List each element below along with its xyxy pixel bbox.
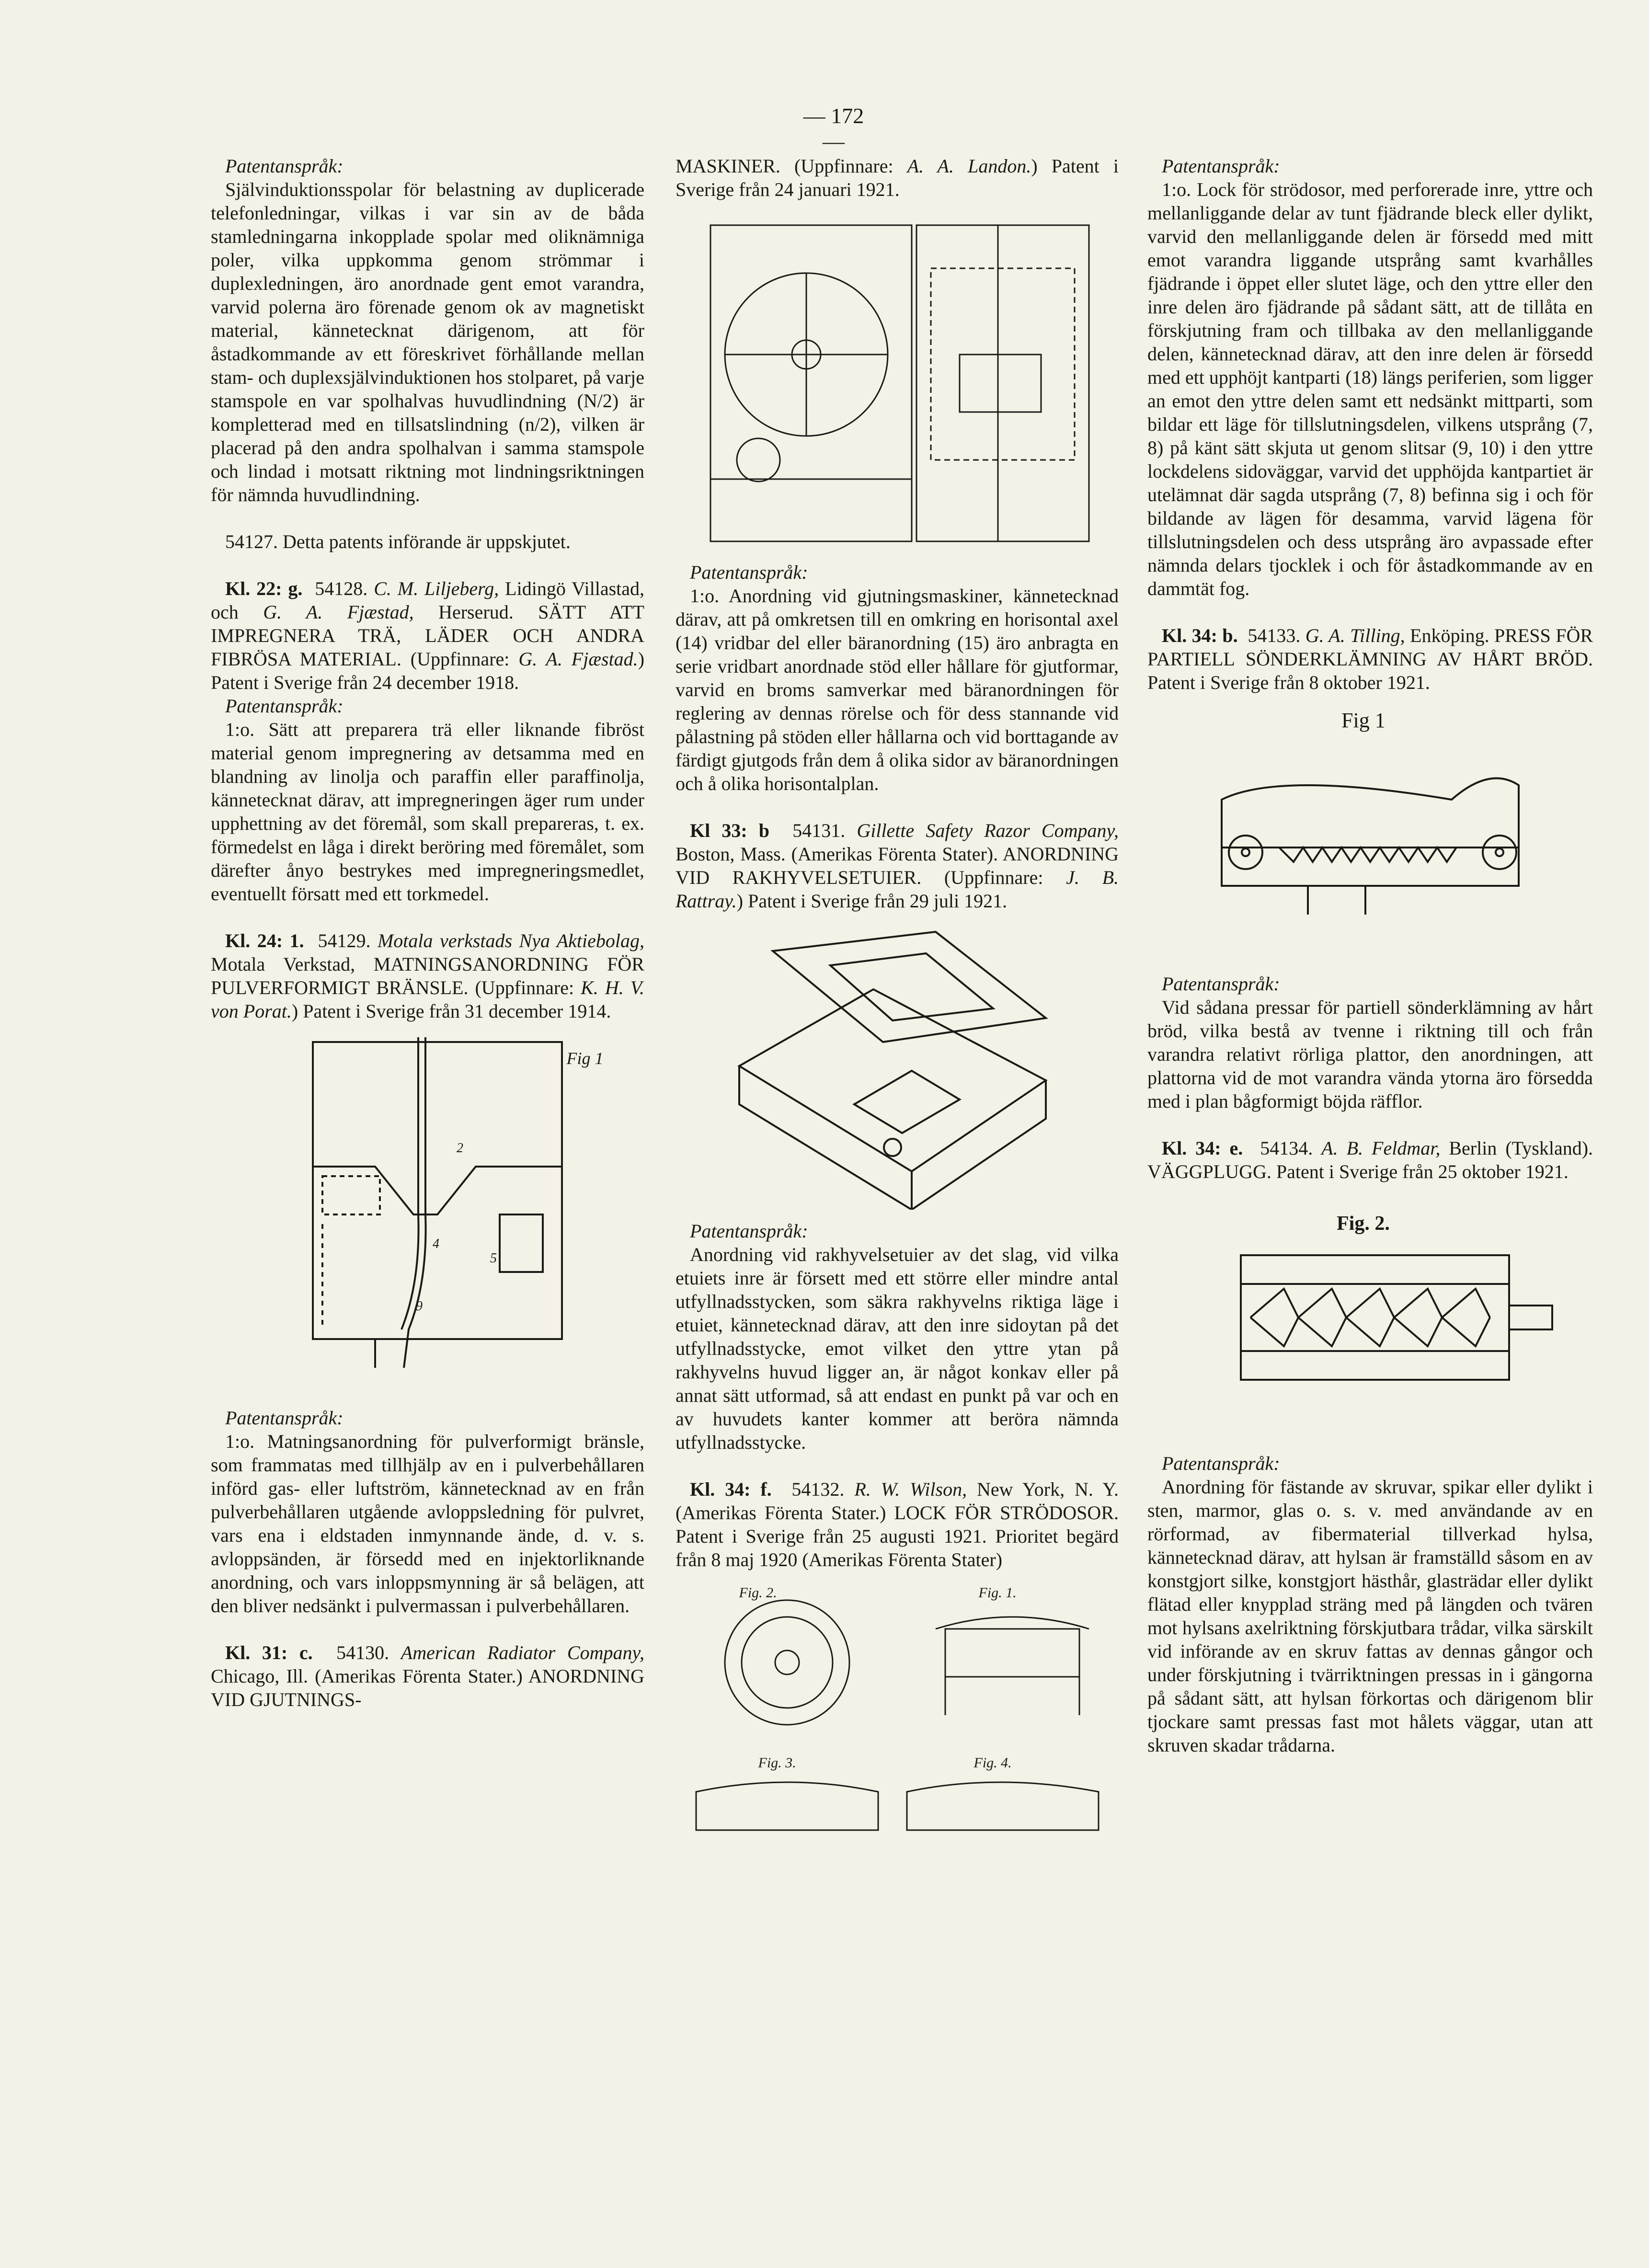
- patent-text: New York, N. Y. (Amerikas Förenta Stater.) LOCK FÖR STRÖDOSOR. Patent i Sverige från 25 augusti 1921. Prioritet begärd från 8 maj 1920 (Amerikas Förenta Stater): [676, 1478, 1119, 1570]
- patent-inventor: A. A. Landon.: [907, 155, 1031, 177]
- patent-text: ) Patent i Sverige från 24 januari 1921.: [676, 155, 1119, 200]
- patent-inventor: J. B. Rattray.: [676, 867, 1119, 912]
- patent-class: Kl. 34: b.: [1162, 625, 1238, 646]
- patent-owner: G. A. Tilling,: [1305, 625, 1405, 646]
- patent-text: Herserud. SÄTT ATT IMPREGNERA TRÄ, LÄDER OCH ANDRA FIBRÖSA MATERIAL. (Uppfinnare:: [211, 601, 644, 670]
- patent-inventor: K. H. V. von Porat.: [211, 977, 645, 1022]
- patent-number: 54134.: [1260, 1137, 1313, 1159]
- patent-text: Berlin (Tyskland). VÄGGPLUGG. Patent i Sverige från 25 oktober 1921.: [1147, 1137, 1593, 1182]
- patent-number: 54132.: [791, 1478, 845, 1500]
- claim-text: 1:o. Matningsanordning för pulverformigt bränsle, som frammatas med tillhjälp av en i pulverbehållaren införd gas- eller luftström, kännetecknad av en från pulverbehållaren utgående avloppsledning för pulvret, vars ena i eldstaden inmynnande ände, d. v. s. avloppsänden, är försedd med en injektorliknande anordning, och vars inloppsmynning är så belägen, att den bliver nedsänkt i pulvermassan i pulverbehållaren.: [211, 1431, 644, 1616]
- patent-number: 54133.: [1248, 625, 1301, 646]
- patent-number: 54128.: [315, 578, 368, 599]
- patent-owner: G. A. Fjæstad,: [263, 601, 414, 623]
- claim-text: Anordning vid rakhyvelsetuier av det slag, vid vilka etuiets inre är försett med ett större eller mindre antal utfyllnadsstycken, som säkra rakhyvelns riktiga läge i etuiet, kännetecknad därav, att den inre sidoytan på det utfyllnadsstycke, emot vilket den yttre ytan på rakhyvelns huvud ligger an, är något konkav eller på annat sätt utformad, så att endast en punkt på var och en av huvudets kanter kommer att beröra nämnda utfyllnadsstycke.: [676, 1244, 1119, 1453]
- svg-text:4: 4: [432, 1237, 439, 1251]
- figure-label: Fig. 4.: [973, 1755, 1012, 1771]
- razor-case-drawing: [710, 922, 1084, 1210]
- patent-class: Kl. 24: 1.: [225, 930, 304, 951]
- patent-class: Kl 33: b: [690, 820, 769, 841]
- claim-heading: Patentanspråk:: [1162, 1453, 1280, 1474]
- page-number: — 172 —: [803, 103, 864, 153]
- patent-entry: [211, 1641, 644, 1711]
- claim-heading: Patentanspråk:: [1162, 155, 1280, 177]
- patent-number: 54130.: [336, 1642, 389, 1663]
- patent-text: ) Patent i Sverige från 24 december 1918.: [211, 648, 645, 693]
- patent-entry: [1147, 624, 1593, 694]
- figure-label: Fig 1: [1341, 709, 1386, 732]
- figure-shaker-lid: [687, 1581, 1108, 1849]
- claim-text: 1:o. Lock för strödosor, med perforerade inre, yttre och mellanliggande delar av tunt fjädrande bleck eller dylikt, varvid den mellanliggande delen är försedd med mitt emot varandra liggande utsprång samt kvarhålles fjädrande i öppet eller slutet läge, och den yttre eller den inre delen äro fjädrande på sådant sätt, att de tillåta en förskjutning fram och tillbaka av den mellanliggande delen, kännetecknad därav, att den inre delen är försedd med ett upphöjt kantparti (18) längs periferien, som ligger an emot den yttre delen samt ett nedsänkt mittparti, som bildar ett läge för tillslutningsdelen, vilkens utsprång (7, 8) på känt sätt skjuta ut genom slitsar (9, 10) i den yttre lockdelens sidoväggar, varvid det upphöjda kantpartiet är utelämnat där sagda utsprång (7, 8) befinna sig i och för bildande av lägen för desamma, varvid lägena för tillslutningsdelen och dess utsprång äro avpassade efter nämnda delars tjocklek i och för åstadkommande av en dammtät fog.: [1147, 179, 1593, 599]
- claim-text: Vid sådana pressar för partiell sönderklämning av hårt bröd, vilka bestå av tvenne i riktning till och från varandra relativt rörliga plattor, den anordningen, att plattorna vid de mot varandra vända ytorna äro försedda med i plan bågformigt böjda räfflor.: [1147, 997, 1593, 1112]
- patent-entry: [1147, 1136, 1593, 1183]
- figure-wall-plug: [1179, 1193, 1562, 1442]
- figure-label: Fig 1: [566, 1049, 604, 1068]
- patent-entry: 54127. Detta patents införande är uppskjutet.: [225, 531, 571, 552]
- column-right: [1147, 154, 1593, 1757]
- svg-text:9: 9: [415, 1299, 423, 1314]
- claim-text: Självinduktionsspolar för belastning av duplicerade telefonledningar, vilkas i var sin av de båda stamledningarna inkopplade spolar med oliknämniga poler, vilka uppkomma genom strömmar i duplexledningen, äro anordnade gent emot varandra, varvid polerna äro förenade genom ok av magnetiskt material, kännetecknat därigenom, att för åstadkommande av ett föreskrivet förhållande mellan stam- och duplexsjälvinduktionen hos stolparet, på varje stamspole en var spolhalvas huvudlindning (N/2) är kompletterad med en tillsatslindning (n/2), vilken är placerad på den andra spolhalvan i samma stamspole och lindad i motsatt riktning mot lindningsriktningen för nämnda huvudlindning.: [211, 179, 644, 505]
- casting-machine-drawing: [691, 211, 1103, 551]
- svg-text:2: 2: [456, 1141, 463, 1156]
- patent-text: Boston, Mass. (Amerikas Förenta Stater). ANORDNING VID RAKHYVELSETUIER. (Uppfinnare:: [676, 843, 1119, 888]
- patent-entry: [676, 1478, 1119, 1571]
- patent-text: ) Patent i Sverige från 31 december 1914.: [291, 1000, 611, 1022]
- patent-class: Kl. 34: f.: [690, 1478, 772, 1500]
- patent-owner: Gillette Safety Razor Company,: [857, 820, 1119, 841]
- patent-text: Enköping. PRESS FÖR PARTIELL SÖNDERKLÄMNING AV HÅRT BRÖD. Patent i Sverige från 8 oktober 1921.: [1147, 625, 1593, 693]
- pulverizer-drawing: [231, 1032, 624, 1397]
- figure-label: Fig. 1.: [978, 1585, 1017, 1601]
- claim-heading: Patentanspråk:: [690, 561, 808, 583]
- figure-pulverizer: [231, 1032, 624, 1397]
- patent-text: Motala Verkstad, MATNINGSANORDNING FÖR PULVERFORMIGT BRÄNSLE. (Uppfinnare:: [211, 953, 644, 998]
- column-middle: [676, 154, 1119, 1859]
- claim-text: Anordning för fästande av skruvar, spikar eller dylikt i sten, marmor, glas o. s. v. med användande av en rörformad, av fibermaterial tillverkad hylsa, kännetecknad därav, att hylsan är framställd såsom en av konstgjort silke, konstgjort hästhår, glasträdar eller dylikt flätad eller knypplad sträng med på längden och tvären mot hylsans axelriktning förskjutbara trådar, vilka särskilt vid införande av en skruv fattas av dennas gångor och under förskjutning i tvärriktningen pressas in i gängorna på sådant sätt, att hylsan förkortas och därigenom blir tjockare samt pressas fast mot hålets väggar, utan att skruven skadar trådarna.: [1147, 1476, 1593, 1756]
- patent-text: Chicago, Ill. (Amerikas Förenta Stater.) ANORDNING VID GJUTNINGS-: [211, 1665, 644, 1710]
- bread-press-drawing: [1183, 704, 1557, 962]
- patent-owner: C. M. Liljeberg,: [374, 578, 499, 599]
- patent-class: Kl. 34: e.: [1162, 1137, 1243, 1159]
- figure-casting-machine: [691, 211, 1103, 551]
- claim-heading: Patentanspråk:: [225, 695, 344, 717]
- patent-class: Kl. 31: c.: [225, 1642, 313, 1663]
- patent-text: Lidingö Villastad, och: [211, 578, 645, 623]
- shaker-lid-drawing: [687, 1581, 1108, 1849]
- svg-text:5: 5: [490, 1251, 497, 1266]
- patent-text: MASKINER. (Uppfinnare:: [676, 155, 893, 177]
- patent-owner: A. B. Feldmar,: [1321, 1137, 1441, 1159]
- claim-heading: Patentanspråk:: [1162, 973, 1280, 995]
- patent-owner: R. W. Wilson,: [854, 1478, 967, 1500]
- figure-label: Fig. 2.: [1337, 1213, 1390, 1235]
- patent-entry: [211, 929, 644, 1023]
- patent-number: 54131.: [792, 820, 846, 841]
- patent-owner: Motala verkstads Nya Aktiebolag,: [377, 930, 645, 951]
- patent-entry: [211, 577, 644, 694]
- figure-label: Fig. 2.: [739, 1585, 777, 1601]
- patent-class: Kl. 22: g.: [225, 578, 303, 599]
- patent-number: 54129.: [318, 930, 371, 951]
- figure-razor-case: [710, 922, 1084, 1210]
- claim-heading: Patentanspråk:: [225, 1407, 344, 1429]
- patent-inventor: G. A. Fjæstad.: [518, 648, 638, 670]
- column-left: [211, 154, 644, 1711]
- claim-text: 1:o. Sätt att preparera trä eller liknande fibröst material genom impregnering av detsamma med en blandning av linolja och paraffin eller paraffinolja, kännetecknat därav, att impregneringen äger rum under upphettning av det föremål, som skall prepareras, t. ex. förmedelst en låga i direkt beröring med föremålet, som därefter ånyo bestrykes med impregneringsmedlet, eventuellt försatt med ett torkmedel.: [211, 719, 644, 905]
- patent-owner: American Radiator Company,: [401, 1642, 645, 1663]
- claim-heading: Patentanspråk:: [690, 1220, 808, 1242]
- patent-text: ) Patent i Sverige från 29 juli 1921.: [736, 890, 1008, 912]
- claim-heading: Patentanspråk:: [225, 155, 344, 177]
- figure-bread-press: [1183, 704, 1557, 962]
- patent-entry: [676, 154, 1119, 201]
- patent-entry: [676, 819, 1119, 913]
- claim-text: 1:o. Anordning vid gjutningsmaskiner, kännetecknad därav, att på omkretsen till en omkring en horisontal axel (14) vridbar del eller bäranordning (15) äro anbragta en serie vridbart anordnade stöd eller hållare för gjutformar, varvid en broms samverkar med bäranordningen för reglering av dennas rörelse och för dess stannande vid pålastning på stöden eller hållarna och vid borttagande av färdigt gjutgods från dem å olika sidor av bäranordningen och å olika horisontalplan.: [676, 585, 1119, 794]
- figure-label: Fig. 3.: [758, 1755, 796, 1771]
